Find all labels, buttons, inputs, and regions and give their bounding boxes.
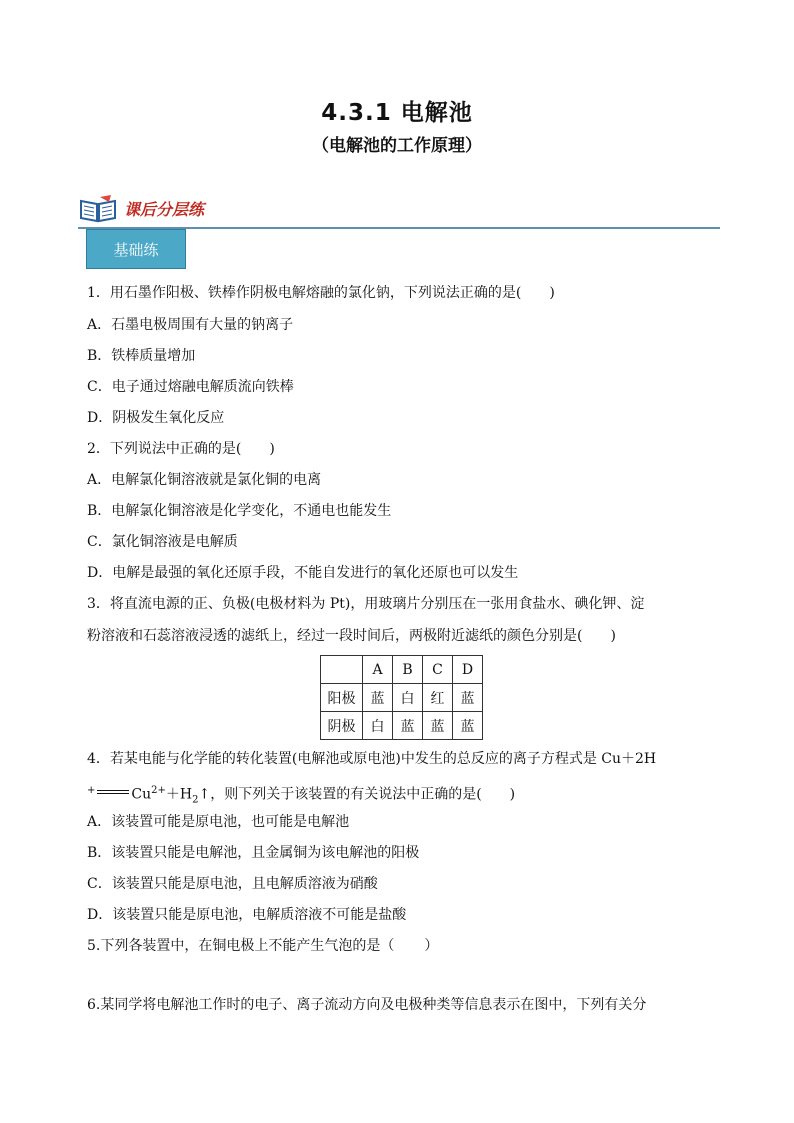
table-row-label: 阳极: [321, 684, 363, 712]
question-4-option-d[interactable]: D．该装置只能是原电池，电解质溶液不可能是盐酸: [87, 907, 407, 923]
question-1-option-a[interactable]: A．石墨电极周围有大量的钠离子: [87, 317, 294, 333]
question-3-options-table: [320, 655, 483, 740]
question-1-stem: 1．用石墨作阳极、铁棒作阴极电解熔融的氯化钠，下列说法正确的是( ): [87, 285, 555, 301]
question-6-stem: 6.某同学将电解池工作时的电子、离子流动方向及电极种类等信息表示在图中，下列有关分: [87, 997, 647, 1013]
section-header: [78, 192, 720, 228]
table-cell: 蓝: [363, 684, 393, 712]
table-header-row: [321, 656, 483, 684]
table-cell: 蓝: [453, 712, 483, 740]
question-1-option-d[interactable]: D．阴极发生氧化反应: [87, 410, 225, 426]
table-header-cell: C: [423, 656, 453, 684]
table-row-label: 阴极: [321, 712, 363, 740]
table-cell: [321, 656, 363, 684]
table-cell: 蓝: [453, 684, 483, 712]
tab-basic-practice[interactable]: 基础练: [86, 229, 186, 269]
question-3-stem-line2: 粉溶液和石蕊溶液浸透的滤纸上，经过一段时间后，两极附近滤纸的颜色分别是( ): [87, 628, 616, 644]
question-2-stem: 2．下列说法中正确的是( ): [87, 441, 275, 457]
question-1-option-c[interactable]: C．电子通过熔融电解质流向铁棒: [87, 379, 294, 395]
table-cell: 白: [363, 712, 393, 740]
question-5-stem: 5.下列各装置中，在铜电极上不能产生气泡的是（ ）: [87, 938, 439, 954]
table-row: [321, 684, 483, 712]
table-row: [321, 712, 483, 740]
question-3-stem-line1: 3．将直流电源的正、负极(电极材料为 Pt)，用玻璃片分别压在一张用食盐水、碘化钾、淀: [87, 596, 645, 612]
question-4-stem-line1: 4．若某电能与化学能的转化装置(电解池或原电池)中发生的总反应的离子方程式是 Cu＋2H: [87, 751, 657, 767]
table-cell: 红: [423, 684, 453, 712]
question-2-option-a[interactable]: A．电解氯化铜溶液就是氯化铜的电离: [87, 472, 322, 488]
question-4-option-c[interactable]: C．该装置只能是原电池，且电解质溶液为硝酸: [87, 876, 378, 892]
table-header-cell: D: [453, 656, 483, 684]
table-header-cell: A: [363, 656, 393, 684]
question-4-option-a[interactable]: A．该装置可能是原电池，也可能是电解池: [87, 814, 350, 830]
question-4-stem-line2: + $Cu^{2+}+H_2↑$，则下列关于该装置的有关说法中正确的是( ): [87, 781, 515, 810]
page-title: 4.3.1 电解池: [321, 100, 473, 126]
table-cell: 白: [393, 684, 423, 712]
question-2-option-b[interactable]: B．电解氯化铜溶液是化学变化，不通电也能发生: [87, 503, 392, 519]
question-2-option-d[interactable]: D．电解是最强的氧化还原手段，不能自发进行的氧化还原也可以发生: [87, 565, 519, 581]
table-cell: 蓝: [393, 712, 423, 740]
section-label: 课后分层练: [124, 200, 205, 219]
equals-sign: [95, 781, 131, 801]
page-subtitle: （电解池的工作原理）: [312, 136, 482, 156]
question-4-option-b[interactable]: B．该装置只能是电解池，且金属铜为该电解池的阳极: [87, 845, 420, 861]
question-1-option-b[interactable]: B．铁棒质量增加: [87, 348, 196, 364]
open-book-icon: [78, 194, 118, 224]
table-header-cell: B: [393, 656, 423, 684]
question-2-option-c[interactable]: C．氯化铜溶液是电解质: [87, 534, 238, 550]
table-cell: 蓝: [423, 712, 453, 740]
